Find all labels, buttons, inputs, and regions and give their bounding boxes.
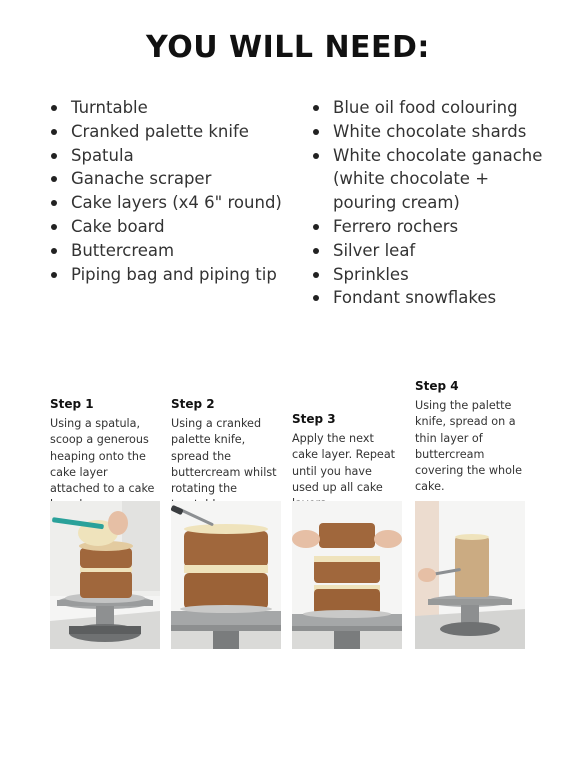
step-1-photo (50, 501, 160, 649)
list-item: White chocolate shards (313, 120, 553, 144)
list-item: Blue oil food colouring (313, 96, 553, 120)
step-title: Step 2 (171, 397, 215, 411)
page-title: YOU WILL NEED: (146, 30, 430, 65)
step-4-photo (415, 501, 525, 649)
list-item: Cranked palette knife (51, 120, 296, 144)
list-item: Ganache scraper (51, 167, 296, 191)
list-item: Cake layers (x4 6" round) (51, 191, 296, 215)
list-item: Sprinkles (313, 263, 553, 287)
equipment-list-right (313, 96, 553, 310)
list-item: Spatula (51, 144, 296, 168)
list-item: Turntable (51, 96, 296, 120)
step-title: Step 3 (292, 412, 336, 426)
list-item: Cake board (51, 215, 296, 239)
list-item: Piping bag and piping tip (51, 263, 296, 287)
step-4 (415, 378, 525, 496)
step-3-photo (292, 501, 402, 649)
step-text: Apply the next cake layer. Repeat until you have used up all cake (292, 432, 396, 494)
step-text: Using a spatula, scoop a generous heaping onto the cake layer attached to a cake (50, 417, 155, 496)
step-text: Using the palette knife, spread on a thin layer of buttercream covering the whole cake. (415, 399, 522, 494)
step-2-photo (171, 501, 281, 649)
step-3 (292, 411, 402, 512)
step-2 (171, 396, 281, 514)
step-title: Step 4 (415, 379, 459, 393)
list-item: Silver leaf (313, 239, 553, 263)
list-item: Fondant snowflakes (313, 286, 553, 310)
step-1 (50, 396, 160, 514)
equipment-list-left (51, 96, 296, 286)
list-item: White chocolate ganache (white chocolate + pouring cream) (313, 144, 553, 215)
list-item: Ferrero rochers (313, 215, 553, 239)
list-item: Buttercream (51, 239, 296, 263)
step-title: Step 1 (50, 397, 94, 411)
step-text: Using a cranked palette knife, spread the buttercream whilst rotating the (171, 417, 277, 496)
